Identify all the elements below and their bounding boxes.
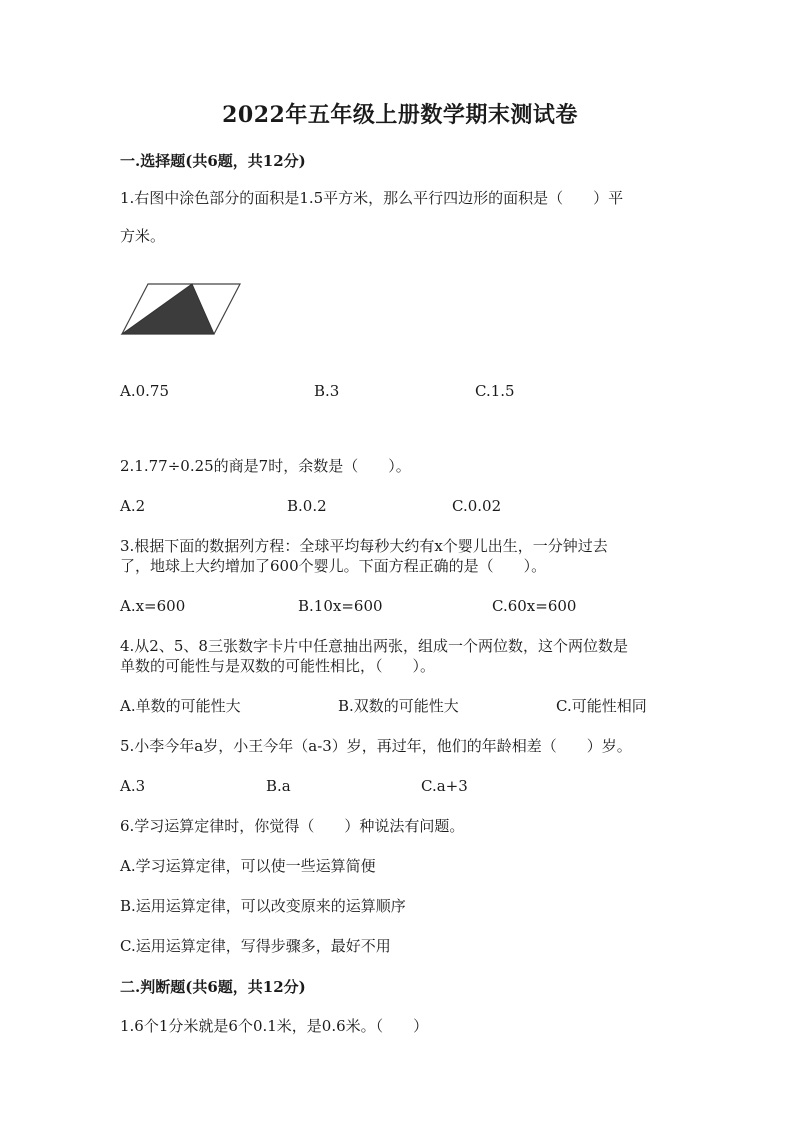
q5-option-c: C.a+3 — [421, 777, 468, 795]
q4-option-a: A.单数的可能性大 — [120, 697, 241, 715]
q1-option-b: B.3 — [314, 382, 340, 400]
question-4-line2: 单数的可能性与是双数的可能性相比，（ ）。 — [120, 657, 436, 675]
q6-option-b: B.运用运算定律，可以改变原来的运算顺序 — [120, 897, 406, 915]
q4-option-b: B.双数的可能性大 — [338, 697, 459, 715]
section-heading-choice: 一.选择题(共6题，共12分) — [120, 152, 306, 170]
q3-option-a: A.x=600 — [120, 597, 186, 615]
q2-option-b: B.0.2 — [287, 497, 327, 515]
question-6-line1: 6.学习运算定律时，你觉得（ ）种说法有问题。 — [120, 817, 465, 835]
question-1-line1: 1.右图中涂色部分的面积是1.5平方米，那么平行四边形的面积是（ ）平 — [120, 189, 624, 207]
shaded-triangle — [122, 284, 214, 334]
judgement-question-1: 1.6个1分米就是6个0.1米，是0.6米。（ ） — [120, 1017, 429, 1035]
q5-option-a: A.3 — [120, 777, 146, 795]
question-4-line1: 4.从2、5、8三张数字卡片中任意抽出两张，组成一个两位数，这个两位数是 — [120, 637, 628, 655]
section-heading-judgement: 二.判断题(共6题，共12分) — [120, 978, 306, 996]
q5-option-b: B.a — [266, 777, 291, 795]
q1-option-c: C.1.5 — [475, 382, 515, 400]
question-1-line2: 方米。 — [120, 227, 166, 245]
q1-option-a: A.0.75 — [120, 382, 169, 400]
q2-option-a: A.2 — [120, 497, 146, 515]
q3-option-b: B.10x=600 — [298, 597, 383, 615]
q3-option-c: C.60x=600 — [492, 597, 577, 615]
question-2-line1: 2.1.77÷0.25的商是7时，余数是（ ）。 — [120, 457, 411, 475]
question-3-line1: 3.根据下面的数据列方程：全球平均每秒大约有x个婴儿出生，一分钟过去 — [120, 537, 608, 555]
q4-option-c: C.可能性相同 — [556, 697, 647, 715]
q6-option-c: C.运用运算定律，写得步骤多，最好不用 — [120, 937, 391, 955]
question-5-line1: 5.小李今年a岁，小王今年（a-3）岁，再过年，他们的年龄相差（ ）岁。 — [120, 737, 632, 755]
q6-option-a: A.学习运算定律，可以使一些运算简便 — [120, 857, 376, 875]
question-3-line2: 了，地球上大约增加了600个婴儿。下面方程正确的是（ ）。 — [120, 557, 547, 575]
page-title: 2022年五年级上册数学期末测试卷 — [222, 102, 578, 128]
parallelogram-figure — [120, 282, 242, 336]
q2-option-c: C.0.02 — [452, 497, 502, 515]
